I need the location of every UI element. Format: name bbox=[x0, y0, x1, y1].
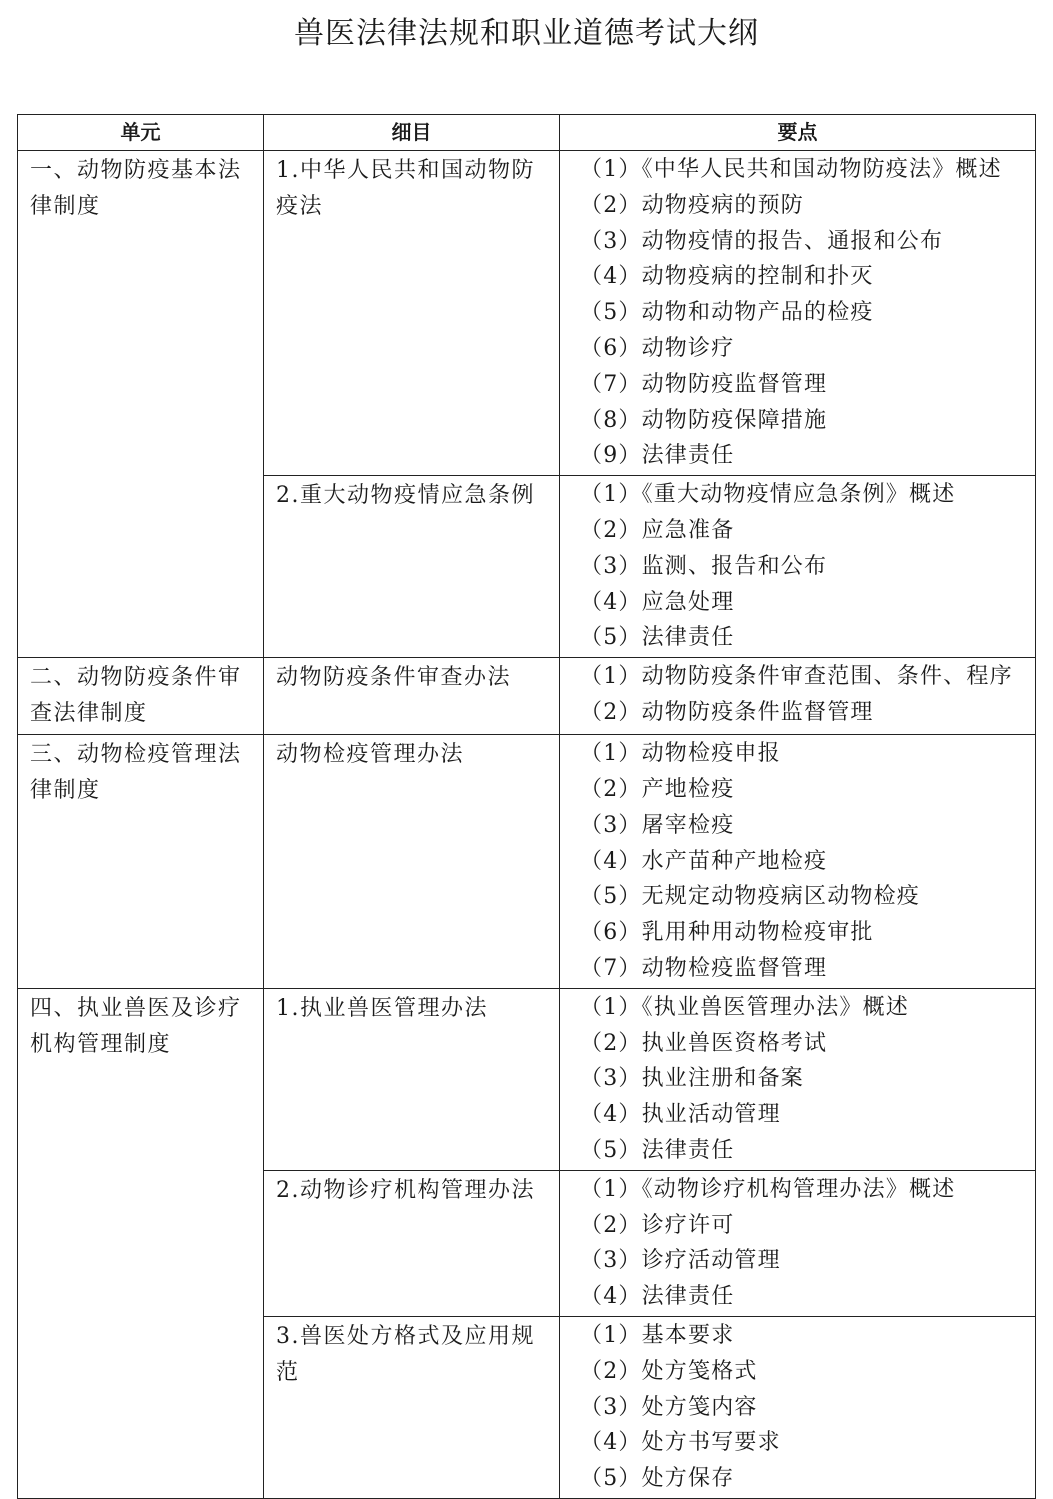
unit-cell bbox=[18, 151, 264, 658]
header-topic: 细目 bbox=[264, 115, 560, 151]
key-point-item: （2）执业兽医资格考试 bbox=[580, 1030, 828, 1056]
key-point-item: （3）诊疗活动管理 bbox=[580, 1248, 781, 1274]
header-unit: 单元 bbox=[18, 115, 264, 151]
key-points-cell bbox=[560, 988, 1036, 1170]
table-row bbox=[18, 988, 1036, 1170]
key-point-item: （4）处方书写要求 bbox=[580, 1430, 781, 1456]
key-point-item: （4）动物疫病的控制和扑灭 bbox=[580, 264, 874, 290]
topic-cell bbox=[264, 1170, 560, 1316]
unit-cell bbox=[18, 658, 264, 735]
key-point-item: （3）处方笺内容 bbox=[580, 1394, 758, 1420]
key-point-item: （7）动物防疫监督管理 bbox=[580, 371, 828, 397]
topic-name: 1.执业兽医管理办法 bbox=[276, 995, 488, 1021]
key-point-item: （1）《执业兽医管理办法》概述 bbox=[580, 994, 909, 1020]
key-point-item: （4）水产苗种产地检疫 bbox=[580, 848, 828, 874]
unit-name: 四、执业兽医及诊疗机构管理制度 bbox=[30, 995, 242, 1057]
key-point-item: （1）《中华人民共和国动物防疫法》概述 bbox=[580, 157, 1002, 182]
key-point-item: （2）应急准备 bbox=[580, 517, 735, 543]
topic-name: 1.中华人民共和国动物防疫法 bbox=[276, 158, 535, 219]
key-points-cell bbox=[560, 476, 1036, 658]
key-point-item: （2）动物防疫条件监督管理 bbox=[580, 699, 874, 725]
table-body bbox=[18, 151, 1036, 1499]
table-row bbox=[18, 151, 1036, 476]
topic-name: 3.兽医处方格式及应用规范 bbox=[276, 1323, 535, 1385]
key-points-cell bbox=[560, 1316, 1036, 1498]
key-point-item: （4）执业活动管理 bbox=[580, 1102, 781, 1128]
key-point-item: （2）处方笺格式 bbox=[580, 1358, 758, 1384]
key-points-list bbox=[560, 151, 1035, 475]
table-row bbox=[18, 658, 1036, 735]
topic-name: 2.重大动物疫情应急条例 bbox=[276, 483, 535, 509]
topic-name: 动物防疫条件审查办法 bbox=[276, 665, 512, 691]
document-title: 兽医法律法规和职业道德考试大纲 bbox=[294, 16, 759, 51]
key-point-item: （2）产地检疫 bbox=[580, 776, 735, 802]
table-header-row bbox=[18, 115, 1036, 151]
topic-cell bbox=[264, 476, 560, 658]
key-point-item: （1）基本要求 bbox=[580, 1322, 735, 1348]
key-point-item: （5）动物和动物产品的检疫 bbox=[580, 300, 874, 326]
key-point-item: （3）监测、报告和公布 bbox=[580, 553, 828, 579]
key-point-item: （1）动物检疫申报 bbox=[580, 741, 781, 767]
key-point-item: （9）法律责任 bbox=[580, 443, 735, 469]
exam-outline-table bbox=[17, 114, 1036, 1499]
key-point-item: （6）乳用种用动物检疫审批 bbox=[580, 920, 874, 946]
key-points-cell bbox=[560, 151, 1036, 476]
key-point-item: （5）无规定动物疫病区动物检疫 bbox=[580, 884, 920, 910]
key-point-item: （7）动物检疫监督管理 bbox=[580, 955, 828, 981]
key-point-item: （6）动物诊疗 bbox=[580, 335, 735, 361]
key-points-list bbox=[560, 989, 1035, 1170]
key-point-item: （4）法律责任 bbox=[580, 1284, 735, 1310]
topic-cell bbox=[264, 1316, 560, 1498]
key-point-item: （5）法律责任 bbox=[580, 1137, 735, 1163]
key-point-item: （1）动物防疫条件审查范围、条件、程序 bbox=[580, 664, 1013, 690]
unit-cell bbox=[18, 735, 264, 989]
topic-cell bbox=[264, 151, 560, 476]
key-point-item: （3）动物疫情的报告、通报和公布 bbox=[580, 228, 944, 254]
unit-name: 三、动物检疫管理法律制度 bbox=[30, 742, 242, 804]
key-points-cell bbox=[560, 735, 1036, 989]
topic-cell bbox=[264, 735, 560, 989]
header-key-points: 要点 bbox=[560, 115, 1036, 151]
key-point-item: （5）法律责任 bbox=[580, 625, 735, 651]
key-point-item: （1）《动物诊疗机构管理办法》概述 bbox=[580, 1176, 956, 1202]
topic-name: 动物检疫管理办法 bbox=[276, 742, 465, 768]
unit-name: 二、动物防疫条件审查法律制度 bbox=[30, 665, 242, 727]
key-points-list bbox=[560, 1171, 1035, 1316]
unit-cell bbox=[18, 988, 264, 1498]
key-point-item: （2）动物疫病的预防 bbox=[580, 192, 804, 218]
topic-name: 2.动物诊疗机构管理办法 bbox=[276, 1177, 535, 1203]
topic-cell bbox=[264, 988, 560, 1170]
key-points-cell bbox=[560, 1170, 1036, 1316]
key-point-item: （3）执业注册和备案 bbox=[580, 1066, 804, 1092]
key-point-item: （2）诊疗许可 bbox=[580, 1212, 735, 1238]
key-point-item: （1）《重大动物疫情应急条例》概述 bbox=[580, 482, 956, 508]
topic-cell bbox=[264, 658, 560, 735]
key-point-item: （4）应急处理 bbox=[580, 589, 735, 615]
key-points-list bbox=[560, 1317, 1035, 1498]
key-point-item: （5）处方保存 bbox=[580, 1466, 735, 1492]
key-points-cell bbox=[560, 658, 1036, 735]
key-points-list bbox=[560, 658, 1035, 732]
table-row bbox=[18, 735, 1036, 989]
key-point-item: （3）屠宰检疫 bbox=[580, 812, 735, 838]
key-points-list bbox=[560, 476, 1035, 657]
key-points-list bbox=[560, 735, 1035, 988]
unit-name: 一、动物防疫基本法律制度 bbox=[30, 158, 242, 219]
key-point-item: （8）动物防疫保障措施 bbox=[580, 407, 828, 433]
